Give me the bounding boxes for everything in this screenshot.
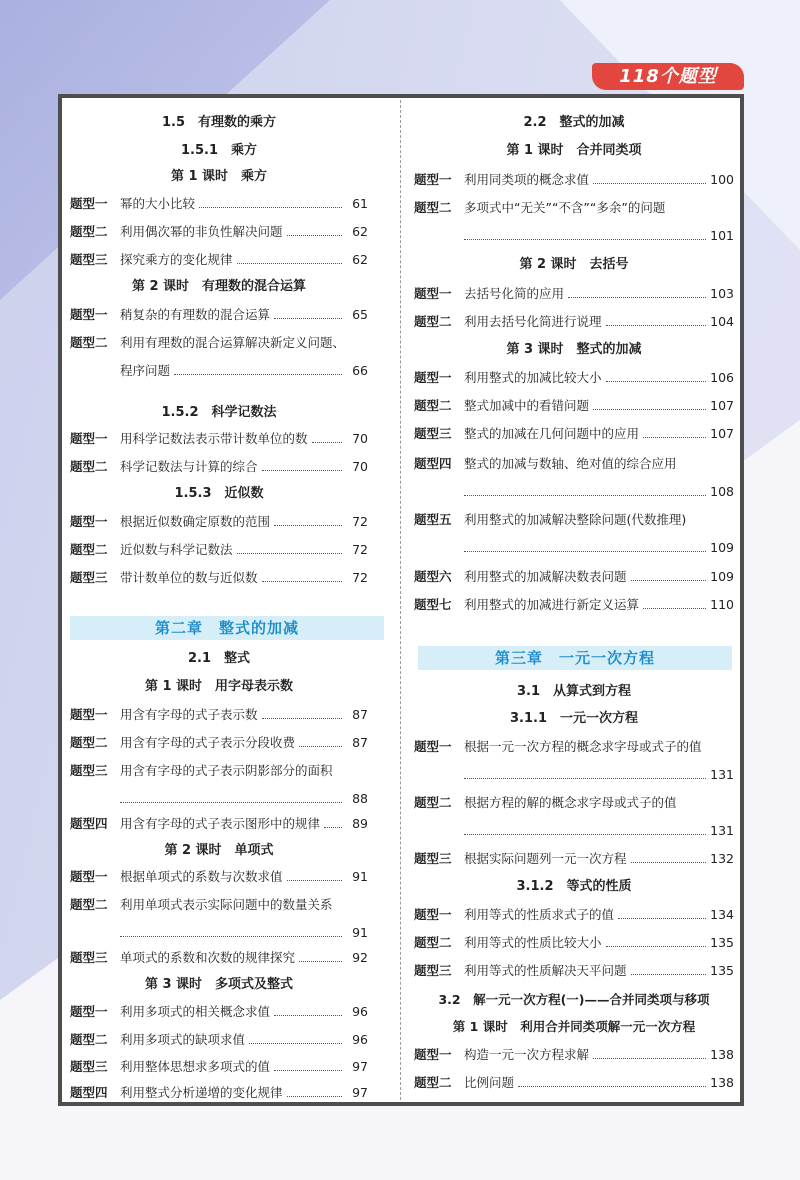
dot-leader <box>299 745 342 747</box>
page-number: 66 <box>352 363 368 378</box>
toc-entry[interactable] <box>70 763 368 807</box>
toc-entry[interactable] <box>70 707 368 723</box>
toc-entry[interactable] <box>414 851 734 867</box>
entry-label: 题型二 <box>70 735 108 750</box>
entry-title: 根据一元一次方程的概念求字母或式子的值 <box>464 739 702 754</box>
dot-leader <box>287 234 342 236</box>
dot-leader <box>299 960 342 962</box>
lesson-heading: 第 2 课时 去括号 <box>519 257 629 272</box>
entry-label: 题型三 <box>70 1059 108 1074</box>
entry-title: 利用整式的加减解决整除问题(代数推理) <box>464 512 687 527</box>
entry-label: 题型三 <box>70 570 108 585</box>
entry-label: 题型五 <box>414 512 452 527</box>
toc-entry[interactable] <box>414 597 734 613</box>
entry-title: 利用多项式的缺项求值 <box>120 1032 246 1047</box>
dot-leader <box>518 1085 706 1087</box>
toc-entry[interactable] <box>414 370 734 386</box>
entry-label: 题型一 <box>414 739 452 754</box>
entry-label: 题型七 <box>414 597 452 612</box>
entry-label: 题型三 <box>414 851 452 866</box>
entry-label: 题型二 <box>414 314 452 329</box>
entry-title: 用含有字母的式子表示图形中的规律 <box>120 816 321 831</box>
toc-entry[interactable] <box>414 172 734 188</box>
toc-entry[interactable] <box>414 314 734 330</box>
entry-title: 比例问题 <box>464 1075 515 1090</box>
subsection-heading: 1.5.1 乘方 <box>180 143 257 158</box>
entry-title: 幂的大小比较 <box>120 196 196 211</box>
page-number: 107 <box>710 398 734 413</box>
entry-title: 科学记数法与计算的综合 <box>120 459 258 474</box>
page-number: 101 <box>710 228 734 243</box>
toc-entry[interactable] <box>414 1075 734 1091</box>
dot-leader <box>262 580 342 582</box>
entry-label: 题型二 <box>70 542 108 557</box>
page-number: 106 <box>710 370 734 385</box>
entry-title: 多项式中“无关”“不含”“多余”的问题 <box>464 200 666 215</box>
entry-title: 利用整体思想求多项式的值 <box>120 1059 271 1074</box>
entry-title: 去括号化简的应用 <box>464 286 565 301</box>
dot-leader <box>262 717 342 719</box>
toc-entry[interactable] <box>70 196 368 212</box>
entry-title: 整式加减中的看错问题 <box>464 398 590 413</box>
entry-title: 利用等式的性质解决天平问题 <box>464 963 627 978</box>
entry-label: 题型一 <box>70 431 108 446</box>
toc-entry[interactable] <box>70 869 368 885</box>
page-number: 65 <box>352 307 368 322</box>
dot-leader <box>174 373 342 375</box>
page-number: 138 <box>710 1047 734 1062</box>
page-number: 131 <box>710 823 734 838</box>
dot-leader <box>199 206 342 208</box>
entry-label: 题型三 <box>414 963 452 978</box>
toc-entry[interactable] <box>414 569 734 585</box>
toc-entry[interactable] <box>70 1059 368 1075</box>
entry-title: 构造一元一次方程求解 <box>464 1047 590 1062</box>
entry-label: 题型四 <box>414 456 452 471</box>
entry-label: 题型一 <box>70 196 108 211</box>
dot-leader <box>324 826 342 828</box>
dot-leader <box>274 524 342 526</box>
toc-entry[interactable] <box>70 542 368 558</box>
page-number: 109 <box>710 569 734 584</box>
page-number: 104 <box>710 314 734 329</box>
page-number: 135 <box>710 963 734 978</box>
entry-label: 题型三 <box>70 252 108 267</box>
entry-title: 利用同类项的概念求值 <box>464 172 590 187</box>
subsection-heading: 3.1.1 一元一次方程 <box>509 711 638 726</box>
dot-leader <box>262 469 342 471</box>
dot-leader <box>120 935 342 937</box>
toc-entry[interactable] <box>70 1004 368 1020</box>
entry-title: 利用单项式表示实际问题中的数量关系 <box>120 897 333 912</box>
toc-entry[interactable] <box>414 963 734 979</box>
page-number: 108 <box>710 484 734 499</box>
entry-title: 利用去括号化简进行说理 <box>464 314 602 329</box>
entry-title: 稍复杂的有理数的混合运算 <box>120 307 271 322</box>
page-number: 61 <box>352 196 368 211</box>
entry-label: 题型一 <box>414 907 452 922</box>
entry-title: 整式的加减与数轴、绝对值的综合应用 <box>464 456 677 471</box>
page-number: 92 <box>352 950 368 965</box>
toc-entry[interactable] <box>414 935 734 951</box>
page-number: 62 <box>352 224 368 239</box>
question-type-count-badge: 118个题型 <box>592 63 744 90</box>
section-heading: 2.1 整式 <box>187 651 251 666</box>
subsection-heading: 3.1.2 等式的性质 <box>516 879 632 894</box>
entry-label: 题型一 <box>414 286 452 301</box>
entry-title: 利用整式的加减比较大小 <box>464 370 602 385</box>
chapter-heading: 第二章 整式的加减 <box>70 616 384 640</box>
entry-label: 题型二 <box>414 200 452 215</box>
page-number: 107 <box>710 426 734 441</box>
toc-entry[interactable] <box>414 1047 734 1063</box>
entry-label: 题型二 <box>414 935 452 950</box>
dot-leader <box>631 579 707 581</box>
page-number: 72 <box>352 514 368 529</box>
page-number: 97 <box>352 1085 368 1100</box>
page-number: 88 <box>352 791 368 806</box>
dot-leader <box>643 607 706 609</box>
entry-label: 题型四 <box>70 816 108 831</box>
dot-leader <box>120 801 342 803</box>
page-number: 135 <box>710 935 734 950</box>
section-heading: 3.1 从算式到方程 <box>516 684 632 699</box>
entry-label: 题型二 <box>70 459 108 474</box>
dot-leader <box>237 262 342 264</box>
dot-leader <box>464 550 706 552</box>
dot-leader <box>606 324 707 326</box>
entry-title: 利用整式分析递增的变化规律 <box>120 1085 283 1100</box>
toc-entry[interactable] <box>414 398 734 414</box>
dot-leader <box>464 238 706 240</box>
page-number: 72 <box>352 542 368 557</box>
page-number: 100 <box>710 172 734 187</box>
section-heading: 3.2 解一元一次方程(一)——合并同类项与移项 <box>438 992 710 1007</box>
page-number: 87 <box>352 707 368 722</box>
toc-entry[interactable] <box>70 335 368 379</box>
toc-entry[interactable] <box>414 286 734 302</box>
toc-entry[interactable] <box>70 816 368 832</box>
entry-label: 题型一 <box>70 869 108 884</box>
entry-title: 根据单项式的系数与次数求值 <box>120 869 283 884</box>
dot-leader <box>274 1014 342 1016</box>
entry-label: 题型二 <box>70 897 108 912</box>
page-number: 103 <box>710 286 734 301</box>
toc-entry[interactable] <box>70 897 368 941</box>
entry-title: 近似数与科学记数法 <box>120 542 233 557</box>
dot-leader <box>631 973 707 975</box>
toc-entry[interactable] <box>70 431 368 447</box>
entry-title: 根据方程的解的概念求字母或式子的值 <box>464 795 677 810</box>
lesson-heading: 第 3 课时 整式的加减 <box>506 342 642 357</box>
entry-label: 题型一 <box>70 707 108 722</box>
toc-entry[interactable] <box>70 735 368 751</box>
toc-entry[interactable] <box>70 252 368 268</box>
entry-title: 利用偶次幂的非负性解决问题 <box>120 224 283 239</box>
lesson-heading: 第 1 课时 乘方 <box>170 169 268 184</box>
dot-leader <box>249 1042 342 1044</box>
subsection-heading: 1.5.3 近似数 <box>174 486 264 501</box>
entry-label: 题型一 <box>70 307 108 322</box>
toc-entry[interactable] <box>414 795 734 839</box>
page-number: 110 <box>710 597 734 612</box>
entry-title: 整式的加减在几何问题中的应用 <box>464 426 640 441</box>
entry-title: 用含有字母的式子表示分段收费 <box>120 735 296 750</box>
entry-title: 带计数单位的数与近似数 <box>120 570 258 585</box>
entry-title: 单项式的系数和次数的规律探究 <box>120 950 296 965</box>
dot-leader <box>237 552 342 554</box>
section-heading: 2.2 整式的加减 <box>523 115 625 130</box>
entry-label: 题型二 <box>414 795 452 810</box>
dot-leader <box>287 879 342 881</box>
toc-entry[interactable] <box>414 200 734 244</box>
entry-title: 探究乘方的变化规律 <box>120 252 233 267</box>
entry-title: 根据近似数确定原数的范围 <box>120 514 271 529</box>
page-number: 96 <box>352 1004 368 1019</box>
subsection-heading: 1.5.2 科学记数法 <box>161 405 277 420</box>
entry-label: 题型一 <box>414 370 452 385</box>
page-number: 91 <box>352 869 368 884</box>
lesson-heading: 第 1 课时 用字母表示数 <box>144 679 294 694</box>
dot-leader <box>274 1069 342 1071</box>
entry-label: 题型四 <box>70 1085 108 1100</box>
page-number: 70 <box>352 431 368 446</box>
entry-title: 用含有字母的式子表示阴影部分的面积 <box>120 763 333 778</box>
entry-label: 题型三 <box>414 426 452 441</box>
dot-leader <box>568 296 706 298</box>
dot-leader <box>606 945 707 947</box>
toc-entry[interactable] <box>70 950 368 966</box>
entry-label: 题型一 <box>70 514 108 529</box>
lesson-heading: 第 2 课时 单项式 <box>164 843 274 858</box>
page-number: 89 <box>352 816 368 831</box>
page-number: 134 <box>710 907 734 922</box>
section-heading: 1.5 有理数的乘方 <box>161 115 277 130</box>
lesson-heading: 第 1 课时 合并同类项 <box>506 143 642 158</box>
entry-label: 题型六 <box>414 569 452 584</box>
page-number: 131 <box>710 767 734 782</box>
dot-leader <box>593 1057 706 1059</box>
toc-entry[interactable] <box>414 907 734 923</box>
entry-title: 利用多项式的相关概念求值 <box>120 1004 271 1019</box>
entry-label: 题型三 <box>70 763 108 778</box>
dot-leader <box>464 494 706 496</box>
dot-leader <box>606 380 707 382</box>
dot-leader <box>631 861 707 863</box>
toc-entry[interactable] <box>70 459 368 475</box>
page-number: 109 <box>710 540 734 555</box>
toc-entry[interactable] <box>70 514 368 530</box>
page-number: 87 <box>352 735 368 750</box>
entry-title-continued: 程序问题 <box>120 363 171 378</box>
toc-entry[interactable] <box>70 570 368 586</box>
dot-leader <box>593 182 706 184</box>
toc-entry[interactable] <box>414 512 734 556</box>
page-number: 72 <box>352 570 368 585</box>
entry-label: 题型二 <box>414 1075 452 1090</box>
entry-title: 用科学记数法表示带计数单位的数 <box>120 431 308 446</box>
dot-leader <box>464 777 706 779</box>
dot-leader <box>274 317 342 319</box>
toc-entry[interactable] <box>70 224 368 240</box>
page-number: 96 <box>352 1032 368 1047</box>
entry-label: 题型二 <box>70 335 108 350</box>
entry-title: 利用整式的加减解决数表问题 <box>464 569 627 584</box>
page-number: 138 <box>710 1075 734 1090</box>
entry-label: 题型二 <box>414 398 452 413</box>
entry-label: 题型一 <box>414 172 452 187</box>
dot-leader <box>464 833 706 835</box>
page-number: 70 <box>352 459 368 474</box>
entry-label: 题型一 <box>70 1004 108 1019</box>
lesson-heading: 第 3 课时 多项式及整式 <box>144 977 294 992</box>
dot-leader <box>643 436 706 438</box>
column-divider <box>400 100 401 1100</box>
toc-entry[interactable] <box>70 307 368 323</box>
page-number: 97 <box>352 1059 368 1074</box>
toc-entry[interactable] <box>414 456 734 500</box>
page-number: 91 <box>352 925 368 940</box>
dot-leader <box>312 441 342 443</box>
page-number: 132 <box>710 851 734 866</box>
entry-title: 利用整式的加减进行新定义运算 <box>464 597 640 612</box>
chapter-heading: 第三章 一元一次方程 <box>418 646 732 670</box>
entry-label: 题型二 <box>70 224 108 239</box>
entry-label: 题型二 <box>70 1032 108 1047</box>
lesson-heading: 第 1 课时 利用合并同类项解一元一次方程 <box>452 1019 696 1034</box>
dot-leader <box>618 917 706 919</box>
entry-title: 用含有字母的式子表示数 <box>120 707 258 722</box>
toc-entry[interactable] <box>70 1085 368 1101</box>
entry-title: 利用等式的性质求式子的值 <box>464 907 615 922</box>
entry-title: 利用有理数的混合运算解决新定义问题、 <box>120 335 346 350</box>
entry-title: 根据实际问题列一元一次方程 <box>464 851 627 866</box>
toc-entry[interactable] <box>414 426 734 442</box>
lesson-heading: 第 2 课时 有理数的混合运算 <box>131 279 307 294</box>
toc-entry[interactable] <box>70 1032 368 1048</box>
toc-entry[interactable] <box>414 739 734 783</box>
dot-leader <box>287 1095 342 1097</box>
entry-label: 题型三 <box>70 950 108 965</box>
dot-leader <box>593 408 706 410</box>
page-number: 62 <box>352 252 368 267</box>
entry-label: 题型一 <box>414 1047 452 1062</box>
entry-title: 利用等式的性质比较大小 <box>464 935 602 950</box>
